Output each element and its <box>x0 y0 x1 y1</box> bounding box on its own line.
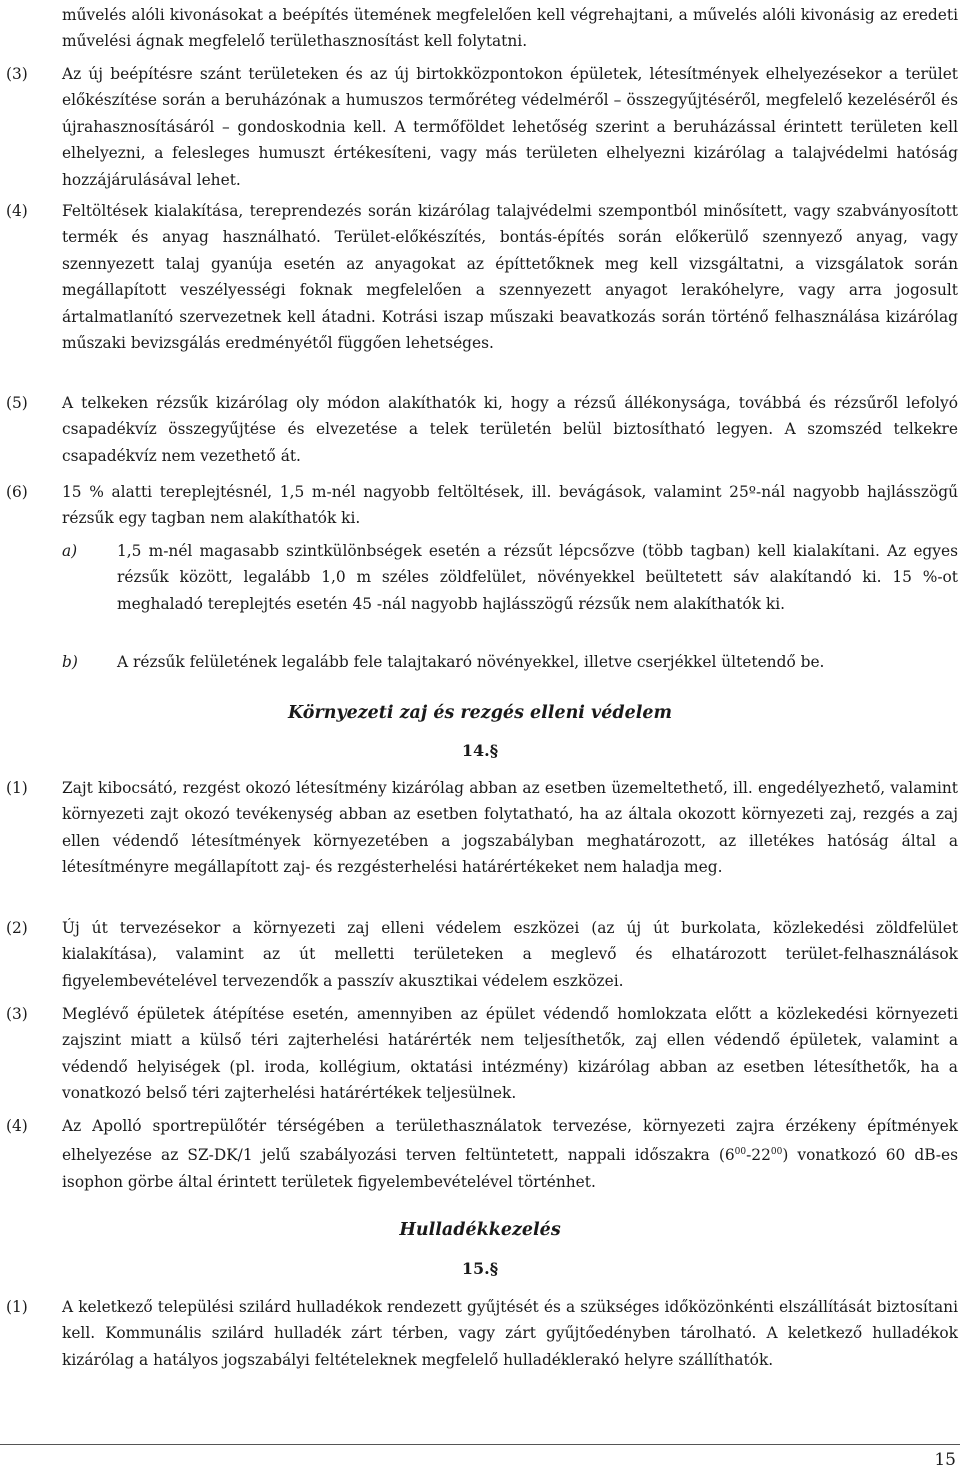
section-heading: Környezeti zaj és rezgés elleni védelem <box>287 703 673 723</box>
subitem-label: a) <box>62 542 78 560</box>
section-number: 15.§ <box>461 1259 499 1278</box>
paragraph-number: (1) <box>6 1298 28 1316</box>
superscript: 00 <box>770 1147 783 1158</box>
subitem-text: 1,5 m-nél magasabb szintkülönbségek esetén a rézsűt lépcsőzve (több tagban) kell kialakítani. Az egyes rézsűk között, legalább 1,0 m széles zöldfelület, növényekkel beültetett sáv alakítandó ki. 15 %-ot meghaladó tereplejtés esetén 45 -nál nagyobb hajlásszögű rézsűk nem alakíthatók ki. <box>117 542 958 613</box>
paragraph-text-part: Az Apolló sportrepülőtér térségében a területhasználatok tervezése, környezeti zajra érzékeny építmények elhelyezése az SZ-DK/1 jelű szabályozási terven feltüntetett, nappali időszakra (6 <box>62 1117 958 1165</box>
paragraph-text: 15 % alatti tereplejtésnél, 1,5 m-nél nagyobb feltöltések, ill. bevágások, valamint 25º-nál nagyobb hajlásszögű rézsűk egy tagban nem alakíthatók ki. <box>62 483 958 528</box>
paragraph-text: A telkeken rézsűk kizárólag oly módon alakíthatók ki, hogy a rézsű állékonysága, továbbá és rézsűről lefolyó csapadékvíz összegyűjtése és elvezetése a telek területén belül biztosítható legyen. A szomszéd telkekre csapadékvíz nem vezethető át. <box>62 394 958 465</box>
paragraph-text: Új út tervezésekor a környezeti zaj elleni védelem eszközei (az új út burkolata, közlekedési zöldfelület kialakítása), valamint az út melletti területeken a meglevő és elhatározott terület-felhasználások figyelembevételével tervezendők a passzív akusztikai védelem eszközei. <box>62 919 958 990</box>
page-number: 15 <box>934 1450 956 1470</box>
paragraph-number: (4) <box>6 202 28 220</box>
paragraph-text: A keletkező települési szilárd hulladékok rendezett gyűjtését és a szükséges időközönkénti elszállítását biztosítani kell. Kommunális szilárd hulladék zárt térben, vagy zárt gyűjtőedényben tárolható. A keletkező hulladékok kizárólag a hatályos jogszabályi feltételeknek megfelelő hulladéklerakó helyre szállíthatók. <box>62 1298 958 1369</box>
paragraph-number: (4) <box>6 1117 28 1135</box>
paragraph-text: Meglévő épületek átépítése esetén, amennyiben az épület védendő homlokzata előtt a közlekedési környezeti zajszint miatt a külső téri zajterhelési határérték nem teljesíthetők, zaj ellen védendő épületek, valamint a védendő helyiségek (pl. iroda, kollégium, oktatási intézmény) kizárólag abban az esetben létesíthetők, ha a vonatkozó belső téri zajterhelési határértékek teljesülnek. <box>62 1005 958 1103</box>
section-number: 14.§ <box>461 741 499 760</box>
superscript: 00 <box>734 1147 747 1158</box>
paragraph-text: Az új beépítésre szánt területeken és az új birtokközpontokon épületek, létesítmények elhelyezésekor a terület előkészítése során a beruházónak a humuszos termőréteg védelméről – összegyűjtéséről, megfelelő kezeléséről és újrahasznosításáról – gondoskodnia kell. A termőföldet lehetőség szerint a beruházással érintett területen kell elhelyezni, a felesleges humuszt értékesíteni, vagy más területen elhelyezni kizárólag a talajvédelmi hatóság hozzájárulásával lehet. <box>62 65 958 189</box>
paragraph-text <box>62 1113 958 1195</box>
paragraph-number: (5) <box>6 394 28 412</box>
paragraph-number: (1) <box>6 779 28 797</box>
section-heading: Hulladékkezelés <box>399 1220 561 1240</box>
paragraph-number: (3) <box>6 1005 28 1023</box>
paragraph-text-part: -22 <box>746 1146 771 1165</box>
paragraph-number: (6) <box>6 483 28 501</box>
paragraph-continuation: művelés alóli kivonásokat a beépítés ütemének megfelelően kell végrehajtani, a művelés alóli kivonásig az eredeti művelési ágnak megfelelő területhasznosítást kell folytatni. <box>62 6 958 51</box>
paragraph-number: (3) <box>6 65 28 83</box>
paragraph-number: (2) <box>6 919 28 937</box>
paragraph-text-part: ) vonatkozó 60 dB-es isophon görbe által érintett területek figyelembevételével történhet. <box>62 1146 958 1191</box>
subitem-text: A rézsűk felületének legalább fele talajtakaró növényekkel, illetve cserjékkel ültetendő be. <box>117 653 825 671</box>
paragraph-text: Zajt kibocsátó, rezgést okozó létesítmény kizárólag abban az esetben üzemeltethető, ill. engedélyezhető, valamint környezeti zajt okozó tevékenység abban az esetben folytatható, ha az általa okozott környezeti zaj, rezgés a zaj ellen védendő létesítmények környezetében a jogszabályban meghatározott, az illetékes hatóság által a létesítményre megállapított zaj- és rezgésterhelési határértékeket nem haladja meg. <box>62 779 958 877</box>
subitem-label: b) <box>62 653 78 671</box>
footer-divider <box>0 1444 960 1445</box>
paragraph-text: Feltöltések kialakítása, tereprendezés során kizárólag talajvédelmi szempontból minősített, vagy szabványosított termék és anyag használható. Terület-előkészítés, bontás-építés során előkerülő szennyező anyag, vagy szennyezett talaj gyanúja esetén az anyagokat az építtetőknek meg kell vizsgáltatni, a vizsgálatok során megállapított veszélyességi foknak megfelelően a szennyezett anyagot lerakóhelyre, vagy arra jogosult ártalmatlanító szervezetnek kell átadni. Kotrási iszap műszaki beavatkozás során történő felhasználása kizárólag műszaki bevizsgálás eredményétől függően lehetséges. <box>62 202 958 353</box>
